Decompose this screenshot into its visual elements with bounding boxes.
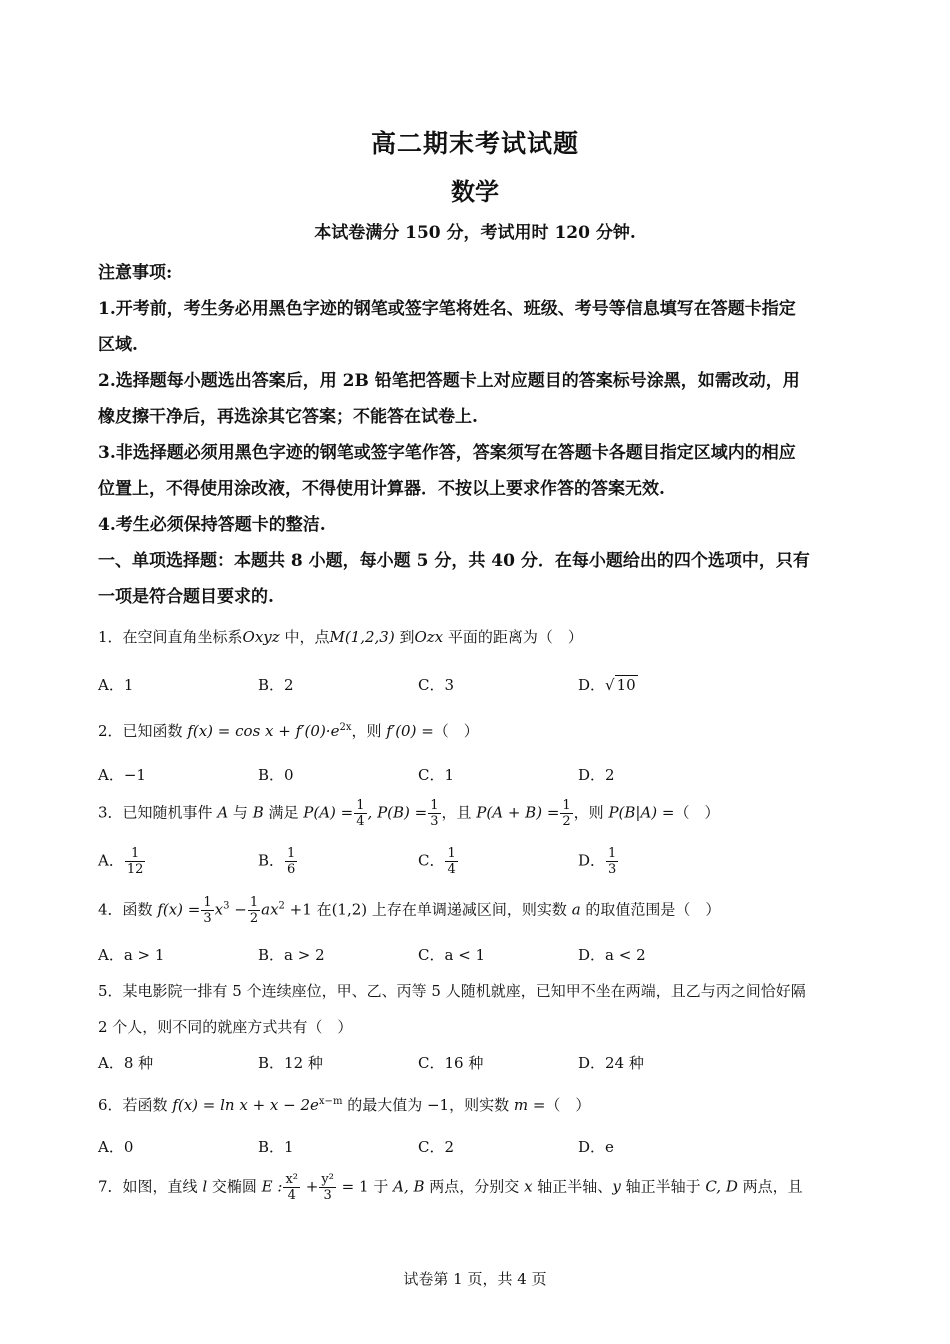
fraction: $\frac{\text{x²}}{4}$ bbox=[285, 1172, 298, 1203]
question-2-options bbox=[98, 764, 858, 790]
question-5-cont: 2 个人，则不同的就座方式共有（ ） bbox=[98, 1018, 353, 1036]
fraction: $\frac{1}{2}$ bbox=[562, 798, 571, 829]
exam-info: 本试卷满分 150 分，考试用时 120 分钟. bbox=[314, 223, 636, 243]
notes-line: 3.非选择题必须用黑色字迹的钢笔或签字笔作答，答案须写在答题卡各题目指定区域内的相应 bbox=[98, 443, 796, 463]
option-a: A．−1 bbox=[98, 766, 146, 784]
option-d: D．2 bbox=[578, 766, 615, 784]
option-b: B．12 种 bbox=[258, 1054, 323, 1072]
option-d: D．e bbox=[578, 1138, 614, 1156]
option-a: A．0 bbox=[98, 1138, 134, 1156]
option-c: C．a < 1 bbox=[418, 946, 486, 964]
fraction: $\frac{1}{3}$ bbox=[430, 798, 439, 829]
fraction: $\frac{1}{4}$ bbox=[356, 798, 365, 829]
question-3: 3．已知随机事件 A 与 B 满足 P(A) = $\frac{1}{4}$ , P(B) = $\frac{1}{3}$ ，且 P(A + B) = $\frac{1}{2}$ ，则 P(B|A) =（ ） bbox=[98, 798, 720, 829]
question-1: 1．在空间直角坐标系Oxyz 中，点M(1,2,3) 到Ozx 平面的距离为（ ） bbox=[98, 628, 583, 646]
question-7: 7．如图，直线 l 交椭圆 E : $\frac{\text{x²}}{4}$ + $\frac{\text{y²}}{3}$ = 1 于 A, B 两点，分别交 x 轴正半轴、y 轴正半轴于 C, D 两点，且 bbox=[98, 1172, 803, 1203]
option-a: A．1 bbox=[98, 676, 134, 694]
section-heading: 一、单项选择题：本题共 8 小题，每小题 5 分，共 40 分．在每小题给出的四个选项中，只有 bbox=[98, 551, 810, 571]
fraction: $\frac{\text{y²}}{3}$ bbox=[321, 1172, 334, 1203]
page-footer: 试卷第 1 页，共 4 页 bbox=[403, 1270, 547, 1288]
option-b: B．1 bbox=[258, 1138, 294, 1156]
question-1-options bbox=[98, 674, 858, 700]
fraction: $\frac{1}{3}$ bbox=[203, 895, 212, 926]
option-c: C．3 bbox=[418, 676, 455, 694]
notes-line: 1.开考前，考生务必用黑色字迹的钢笔或签字笔将姓名、班级、考号等信息填写在答题卡指定 bbox=[98, 299, 796, 319]
notes-line: 橡皮擦干净后，再选涂其它答案；不能答在试卷上. bbox=[98, 407, 478, 427]
option-c: C．1 bbox=[418, 766, 455, 784]
question-4-options bbox=[98, 944, 858, 970]
question-2: 2．已知函数 $f(x) = \cos x + f'(0)\cdot e^{2x}$，则 f′(0) =（ ） bbox=[98, 722, 479, 740]
notes-heading: 注意事项: bbox=[98, 263, 173, 283]
notes-line: 2.选择题每小题选出答案后，用 2B 铅笔把答题卡上对应题目的答案标号涂黑，如需改动，用 bbox=[98, 371, 800, 391]
notes-line: 4.考生必须保持答题卡的整洁. bbox=[98, 515, 326, 535]
subject-title: 数学 bbox=[451, 177, 499, 206]
section-heading-cont: 一项是符合题目要求的. bbox=[98, 587, 274, 607]
question-4: 4．函数 f(x) = $\frac{1}{3}$ $x^3$ − $\frac{1}{2}$ $ax^2 +1$ 在(1,2) 上存在单调递减区间，则实数 a 的取值范围是（ ） bbox=[98, 895, 721, 926]
exam-title: 高二期末考试试题 bbox=[370, 129, 579, 158]
option-c: C．2 bbox=[418, 1138, 455, 1156]
option-a: A． $\frac{1}{12}$ bbox=[98, 846, 144, 877]
question-6-options bbox=[98, 1136, 858, 1162]
option-c: C．16 种 bbox=[418, 1054, 484, 1072]
option-b: B．2 bbox=[258, 676, 294, 694]
notes-line: 区域. bbox=[98, 335, 138, 355]
question-3-options bbox=[98, 846, 858, 882]
option-d: D．24 种 bbox=[578, 1054, 644, 1072]
option-b: B．0 bbox=[258, 766, 294, 784]
option-d: D．√ 10 bbox=[578, 676, 636, 694]
question-5-options bbox=[98, 1052, 858, 1078]
option-d: D． $\frac{1}{3}$ bbox=[578, 846, 617, 877]
fraction: $\frac{1}{2}$ bbox=[249, 895, 259, 926]
option-b: B． $\frac{1}{6}$ bbox=[258, 846, 296, 877]
option-c: C． $\frac{1}{4}$ bbox=[418, 846, 456, 877]
option-a: A．8 种 bbox=[98, 1054, 154, 1072]
notes-line: 位置上，不得使用涂改液，不得使用计算器．不按以上要求作答的答案无效. bbox=[98, 479, 665, 499]
option-b: B．a > 2 bbox=[258, 946, 325, 964]
question-6: 6．若函数 $f(x) = \ln x + x - 2e^{x-m}$ 的最大值为 −1，则实数 m =（ ） bbox=[98, 1096, 591, 1114]
option-d: D．a < 2 bbox=[578, 946, 646, 964]
question-5: 5．某电影院一排有 5 个连续座位，甲、乙、丙等 5 人随机就座，已知甲不坐在两端，且乙与丙之间恰好隔 bbox=[98, 982, 806, 1000]
option-a: A．a > 1 bbox=[98, 946, 165, 964]
